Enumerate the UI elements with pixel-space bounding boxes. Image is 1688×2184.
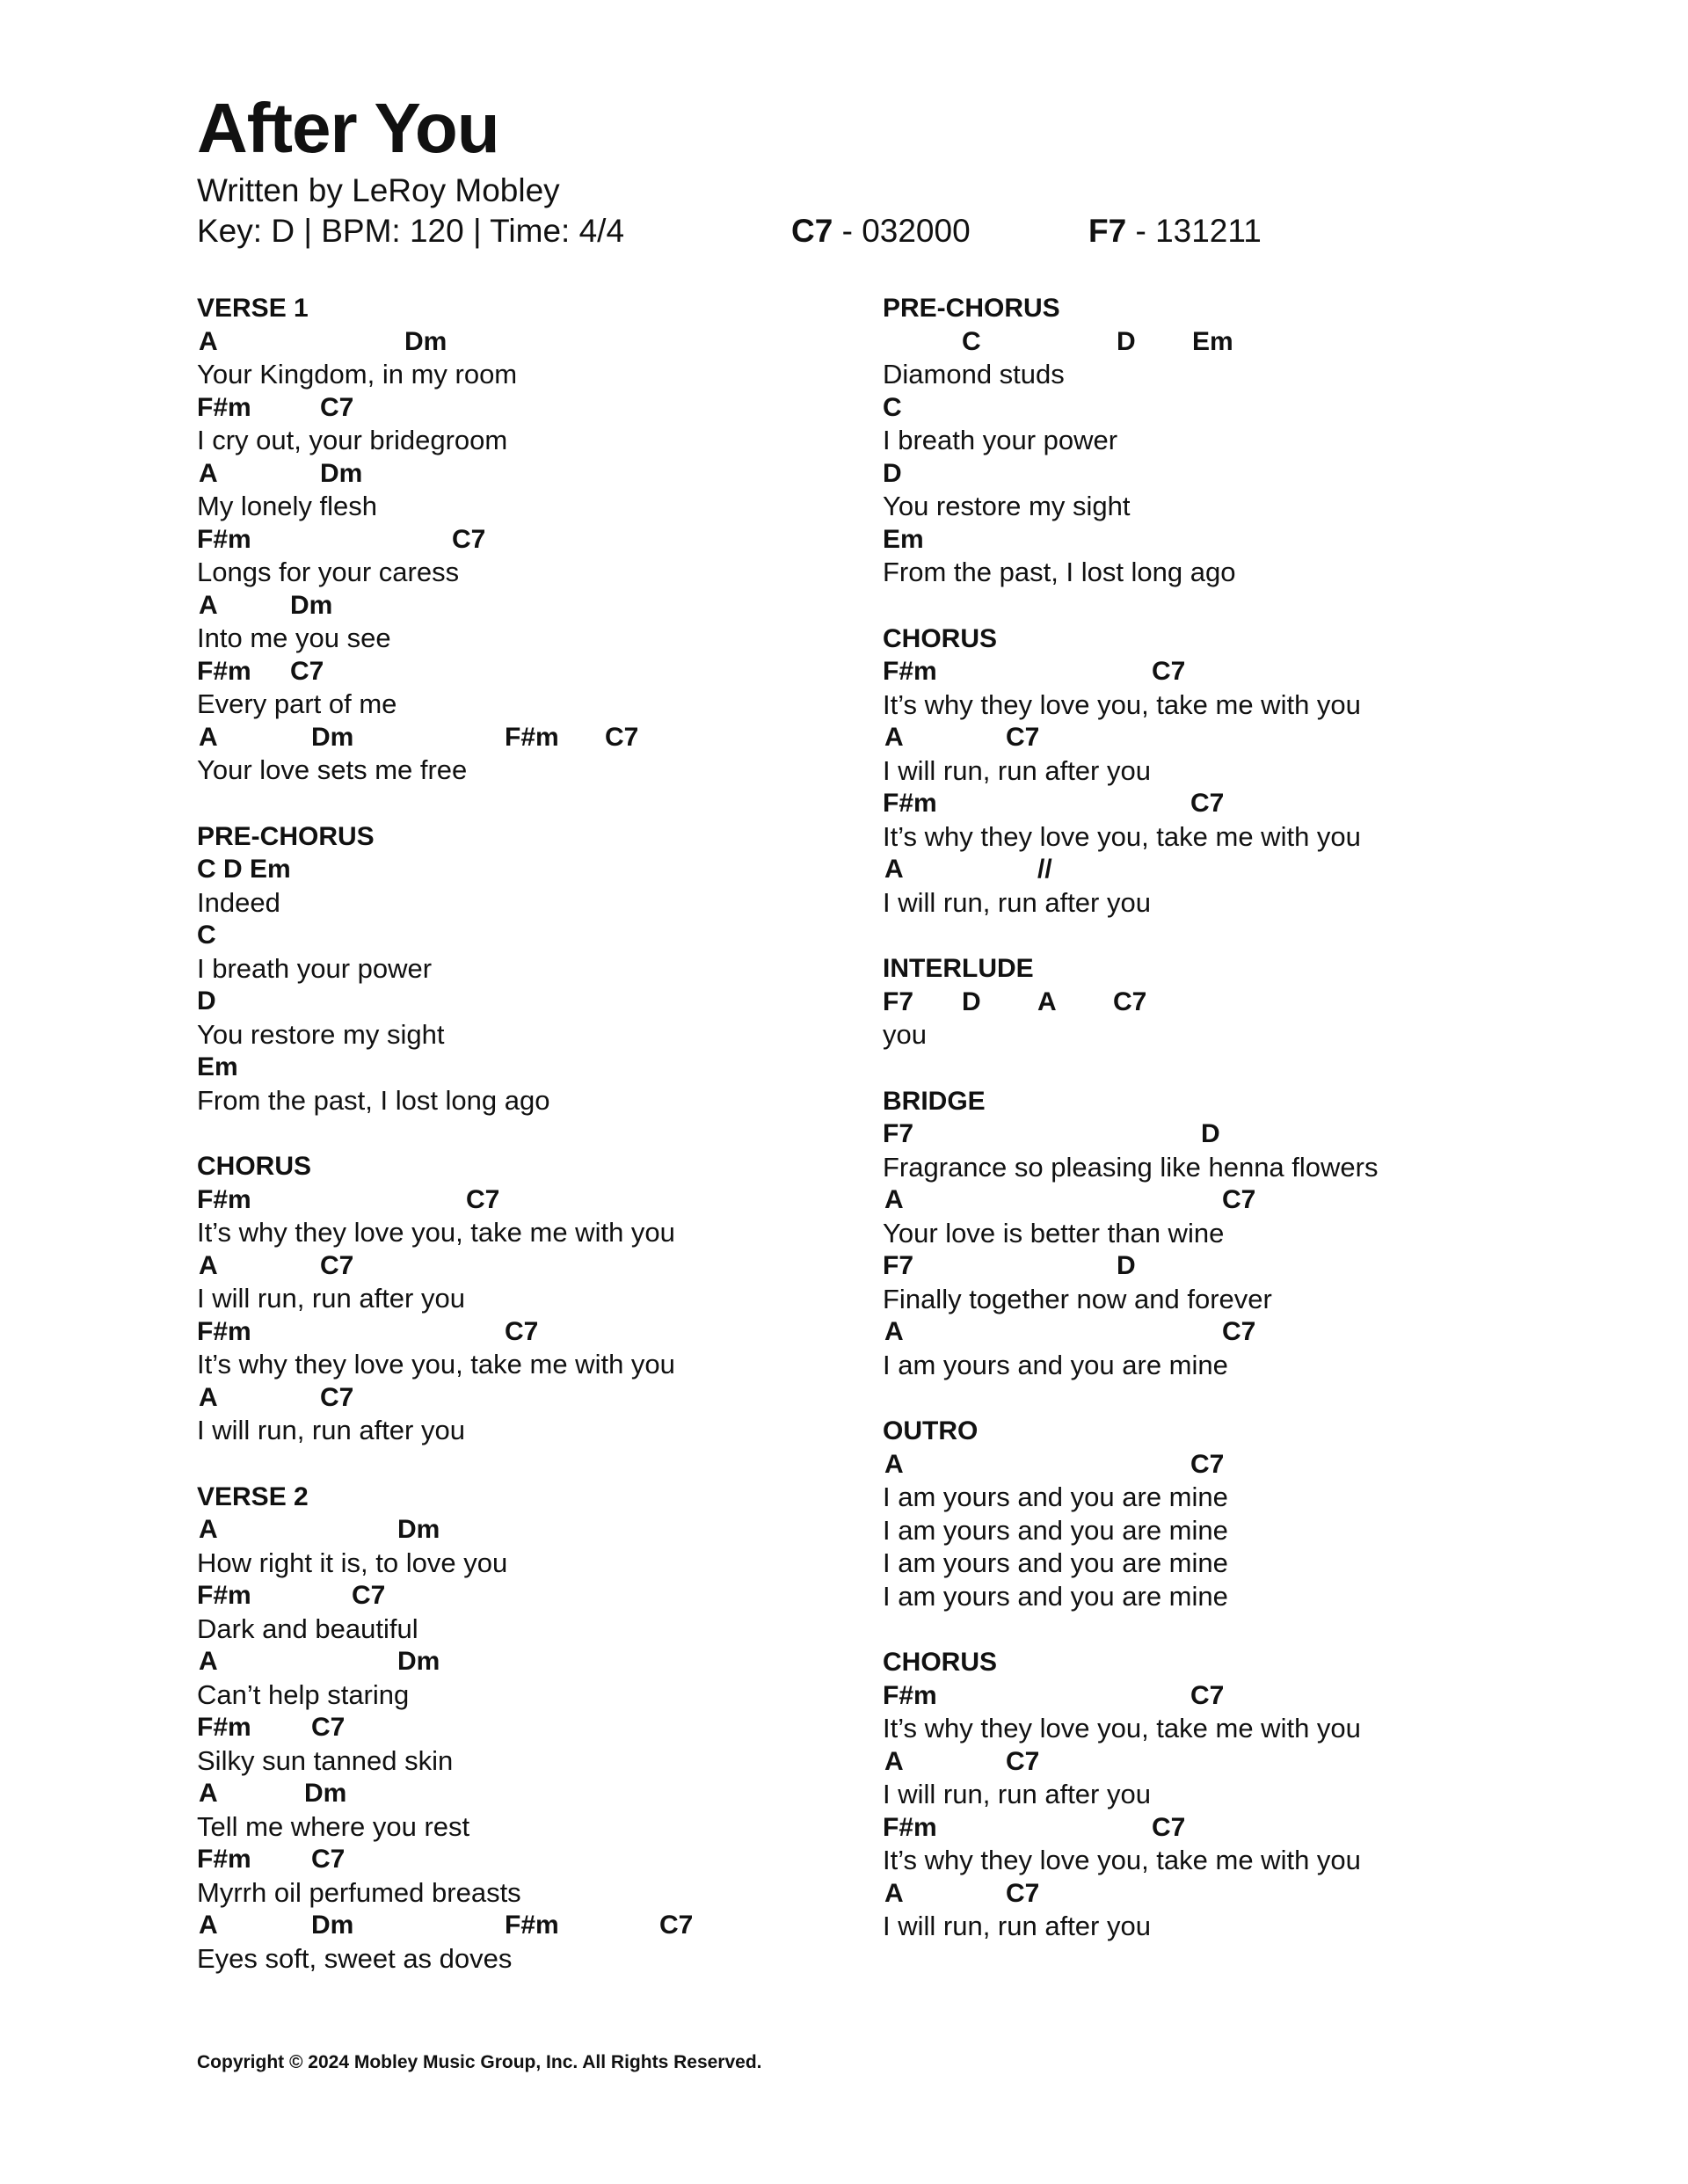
- lyric-line: I will run, run after you: [883, 886, 1151, 918]
- section-heading: VERSE 1: [197, 294, 309, 323]
- chord: F#m: [197, 392, 251, 422]
- section-heading: PRE-CHORUS: [197, 821, 375, 851]
- lyric-line: I will run, run after you: [883, 1911, 1151, 1941]
- chord: C: [883, 392, 902, 422]
- chord-line: [883, 1877, 1378, 1911]
- lyric-line: It’s why they love you, take me with you: [197, 1217, 675, 1248]
- chord: F#m: [197, 524, 251, 554]
- lyric-line: You restore my sight: [883, 491, 1131, 521]
- lyric-line: I will run, run after you: [197, 1415, 465, 1445]
- chord: A: [199, 1250, 218, 1280]
- songwriter-credit: Written by LeRoy Mobley: [197, 172, 560, 208]
- song-meta: Key: D | BPM: 120 | Time: 4/4: [197, 213, 625, 249]
- chord: C7: [290, 656, 324, 686]
- chord: A: [1037, 986, 1057, 1016]
- chord: C: [962, 326, 981, 356]
- chord: C7: [1152, 657, 1186, 686]
- chord-line: [197, 1513, 675, 1547]
- section-heading: BRIDGE: [883, 1086, 986, 1116]
- chord: F#m: [883, 789, 937, 818]
- chord: A: [884, 1878, 904, 1908]
- chord: C7: [352, 1581, 386, 1610]
- lyric-line: Your Kingdom, in my room: [197, 359, 518, 389]
- section-interlude: [883, 952, 1378, 1052]
- lyric-line: I breath your power: [197, 952, 433, 984]
- chord: A: [884, 1746, 904, 1776]
- lyric-line: I breath your power: [883, 425, 1118, 455]
- lyric-line: How right it is, to love you: [197, 1547, 508, 1578]
- lyric-line: Into me you see: [197, 622, 391, 653]
- lyric-line: Can’t help staring: [197, 1678, 410, 1710]
- chord: C7: [1190, 1680, 1225, 1710]
- lyric-line: Tell me where you rest: [197, 1810, 470, 1842]
- chord-line: [883, 1183, 1378, 1217]
- section-outro: [883, 1415, 1378, 1613]
- chord: C7: [505, 1316, 539, 1346]
- chord-line: [197, 919, 675, 952]
- chord: D: [1201, 1119, 1220, 1148]
- section-heading: CHORUS: [883, 1648, 998, 1677]
- lyric-line: It’s why they love you, take me with you: [883, 688, 1361, 720]
- lyric-line: Diamond studs: [883, 359, 1065, 389]
- chord-line: [197, 1777, 675, 1810]
- chord: Dm: [311, 1911, 354, 1940]
- chord: A: [199, 1911, 218, 1940]
- chord: C7: [320, 1250, 354, 1280]
- chord: D: [962, 986, 981, 1016]
- section-pre-chorus: [883, 292, 1378, 589]
- lyric-line: It’s why they love you, take me with you: [883, 1713, 1361, 1744]
- chord-line: [883, 1249, 1378, 1283]
- chord-line: [197, 325, 675, 359]
- chord: C7: [320, 392, 354, 422]
- chord-line: [197, 523, 675, 557]
- lyric-line: Eyes soft, sweet as doves: [197, 1942, 513, 1974]
- chord: C7: [311, 1845, 346, 1874]
- chord: C7: [1113, 986, 1147, 1016]
- chord: A: [199, 722, 218, 752]
- section-verse-2: [197, 1481, 694, 1976]
- lyric-line: I am yours and you are mine: [883, 1349, 1228, 1380]
- chord-line: [883, 655, 1378, 688]
- chord: C7: [1006, 723, 1040, 752]
- section-bridge: [883, 1085, 1378, 1382]
- chord-line: [197, 1843, 675, 1876]
- fingering-chord: C7: [791, 213, 833, 249]
- chord: D: [1117, 1251, 1136, 1280]
- chord-line: [883, 1117, 1378, 1151]
- right-column: [883, 292, 1378, 1977]
- chord: C7: [1222, 1185, 1256, 1214]
- chord-line: [883, 523, 1378, 557]
- chord: F#m: [197, 1316, 251, 1346]
- chord: Dm: [311, 722, 354, 752]
- chord: F#m: [883, 1680, 937, 1710]
- section-chorus-final: [883, 1646, 1378, 1943]
- chord: A: [199, 458, 218, 488]
- copyright-notice: Copyright © 2024 Mobley Music Group, Inc. All Rights Reserved.: [197, 2052, 762, 2072]
- lyric-line: Fragrance so pleasing like henna flowers: [883, 1151, 1379, 1183]
- chord: F7: [883, 986, 914, 1016]
- lyric-line: It’s why they love you, take me with you: [197, 1349, 675, 1380]
- section-heading: OUTRO: [883, 1416, 979, 1445]
- chord: C7: [452, 524, 486, 554]
- chord: C7: [659, 1911, 694, 1940]
- left-column: [197, 292, 694, 2008]
- lyric-line: Silky sun tanned skin: [197, 1744, 454, 1776]
- chord: F#m: [883, 657, 937, 686]
- chord-line: [197, 1579, 675, 1613]
- section-pre-chorus: [197, 820, 675, 1117]
- chord-line: [197, 1381, 675, 1415]
- chord: Dm: [320, 458, 363, 488]
- lyric-line: Your love sets me free: [197, 754, 468, 785]
- section-heading: CHORUS: [883, 623, 998, 653]
- lyric-line: Your love is better than wine: [883, 1217, 1225, 1249]
- lyric-line: Myrrh oil perfumed breasts: [197, 1876, 521, 1908]
- lyric-line: Indeed: [197, 886, 280, 918]
- chord-line: [883, 1679, 1378, 1713]
- chord: F#m: [197, 1184, 251, 1214]
- fingering-chord: F7: [1088, 213, 1127, 249]
- chord-line: [883, 986, 1378, 1019]
- lyric-line: Finally together now and forever: [883, 1283, 1272, 1314]
- chord: C7: [1222, 1317, 1256, 1346]
- chord: A: [199, 1779, 218, 1808]
- chord-line: [197, 1645, 675, 1678]
- chord: A: [884, 1449, 904, 1479]
- lyric-line: I am yours and you are mine: [883, 1580, 1228, 1612]
- chord-line: [197, 721, 675, 754]
- section-heading: PRE-CHORUS: [883, 294, 1060, 323]
- chord: Em: [1192, 326, 1233, 356]
- chord: A: [199, 1515, 218, 1544]
- lyric-line: I cry out, your bridegroom: [197, 425, 508, 455]
- lyric-line: I am yours and you are mine: [883, 1514, 1228, 1546]
- lyric-line: I will run, run after you: [197, 1283, 465, 1314]
- chord: C7: [1190, 789, 1225, 818]
- chord: D: [1117, 326, 1136, 356]
- section-chorus: [883, 622, 1378, 920]
- lyric-line: It’s why they love you, take me with you: [883, 820, 1361, 852]
- chord: A: [884, 855, 904, 884]
- chord-line: [197, 985, 675, 1018]
- chord: C7: [1006, 1878, 1040, 1908]
- chord: A: [199, 1382, 218, 1412]
- chord: F#m: [197, 1581, 251, 1610]
- chord: F#m: [197, 656, 251, 686]
- chord-line: [197, 1183, 675, 1217]
- chord-line: [197, 1909, 694, 1942]
- chord: A: [884, 723, 904, 752]
- lyric-line: I will run, run after you: [883, 1779, 1151, 1809]
- lyric-line: I am yours and you are mine: [883, 1547, 1228, 1578]
- chord: A: [884, 1317, 904, 1346]
- chord: A: [199, 326, 218, 356]
- song-title: After You: [197, 89, 499, 167]
- chord-line: [197, 853, 675, 886]
- chord: Dm: [290, 590, 333, 620]
- lyric-line: Every part of me: [197, 688, 397, 719]
- chord: F#m: [505, 722, 559, 752]
- chord: D: [883, 458, 902, 488]
- chord: Dm: [397, 1647, 440, 1676]
- chord: Em: [197, 1052, 238, 1081]
- chord: F#m: [197, 1845, 251, 1874]
- lyric-line: From the past, I lost long ago: [883, 557, 1236, 587]
- lyric-line: My lonely flesh: [197, 491, 378, 521]
- chord: C7: [605, 722, 639, 752]
- chord: D: [197, 986, 216, 1016]
- lyric-line: Longs for your caress: [197, 557, 460, 587]
- fingering-value: - 032000: [833, 213, 971, 249]
- chord-line: [197, 391, 675, 425]
- section-heading: INTERLUDE: [883, 954, 1034, 983]
- chord: A: [884, 1185, 904, 1214]
- lyric-line: It’s why they love you, take me with you: [883, 1845, 1361, 1875]
- chord-line: [883, 1745, 1378, 1779]
- chord-line: [883, 325, 1378, 359]
- chord: C7: [1190, 1449, 1225, 1479]
- chord-line: [197, 589, 675, 622]
- chord: A: [199, 1647, 218, 1676]
- chord-line: [883, 853, 1378, 886]
- chord: F7: [883, 1251, 914, 1280]
- section-heading: CHORUS: [197, 1152, 312, 1181]
- chord: C7: [1152, 1812, 1186, 1842]
- chord: //: [1037, 855, 1052, 884]
- chord-line: [197, 655, 675, 688]
- lyric-line: You restore my sight: [197, 1018, 445, 1050]
- chord-line: [883, 1448, 1378, 1481]
- fingering-value: - 131211: [1126, 213, 1262, 249]
- chord: C D Em: [197, 855, 291, 884]
- lyric-line: From the past, I lost long ago: [197, 1084, 550, 1116]
- chord: Dm: [397, 1515, 440, 1544]
- chord-line: [197, 457, 675, 491]
- lyric-line: Dark and beautiful: [197, 1613, 418, 1644]
- chord-line: [883, 1315, 1378, 1349]
- chord: F#m: [197, 1713, 251, 1742]
- lyric-line: I am yours and you are mine: [883, 1481, 1228, 1512]
- chord: Dm: [404, 326, 447, 356]
- chord-line: [883, 457, 1378, 491]
- chord-line: [197, 1051, 675, 1084]
- chord: F#m: [883, 1812, 937, 1842]
- chord-line: [197, 1711, 675, 1744]
- chord: C7: [466, 1184, 500, 1214]
- chord-line: [883, 1811, 1378, 1845]
- chord: Dm: [304, 1779, 347, 1808]
- chord: A: [199, 590, 218, 620]
- section-heading: VERSE 2: [197, 1481, 309, 1511]
- lyric-line: you: [883, 1019, 927, 1050]
- chord-fingering-f7: [1088, 215, 1262, 247]
- chord-line: [883, 721, 1378, 754]
- chord: F#m: [505, 1911, 559, 1940]
- chord-line: [197, 1315, 675, 1349]
- chord: C7: [1006, 1746, 1040, 1776]
- chord-line: [883, 787, 1378, 820]
- chord: Em: [883, 524, 924, 554]
- chord: C: [197, 921, 216, 950]
- section-verse-1: [197, 292, 675, 787]
- chord: C7: [320, 1382, 354, 1412]
- chord-line: [197, 1249, 675, 1283]
- lyric-line: I will run, run after you: [883, 754, 1151, 786]
- chord-line: [883, 391, 1378, 425]
- chord: F7: [883, 1119, 914, 1148]
- chord-fingering-c7: [791, 215, 971, 247]
- chord: C7: [311, 1713, 346, 1742]
- section-chorus: [197, 1150, 675, 1447]
